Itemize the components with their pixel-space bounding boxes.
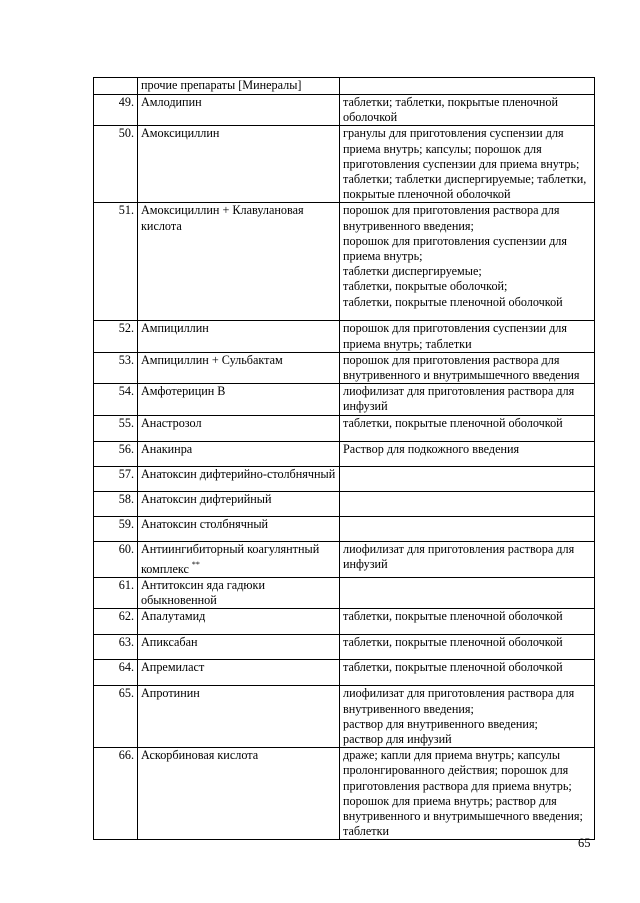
dosage-form-cell xyxy=(340,516,595,541)
drug-name: Антитоксин яда гадюки обыкновенной xyxy=(141,578,265,608)
footnote-mark: ** xyxy=(191,559,200,569)
drug-name-cell xyxy=(138,78,340,95)
table-row xyxy=(94,748,595,840)
dosage-form-cell xyxy=(340,78,595,95)
row-number: 60. xyxy=(94,541,138,577)
drug-name-cell xyxy=(138,203,340,321)
dosage-form-line: Раствор для подкожного введения xyxy=(343,441,520,456)
dosage-form-cell xyxy=(340,384,595,415)
row-number: 62. xyxy=(94,609,138,635)
row-number xyxy=(94,78,138,95)
drug-name-cell xyxy=(138,466,340,491)
dosage-form-line: порошок для приготовления раствора для внутривенного введения; xyxy=(343,203,560,233)
drug-name: Анастрозол xyxy=(141,415,202,430)
dosage-form-line: драже; капли для приема внутрь; капсулы пролонгированного действия; порошок для приготовления раствора для приема внутрь; порошок для приема внутрь; раствор для внутривенного и внутримышечного введения; таблетки xyxy=(343,748,583,839)
dosage-form-line: таблетки диспергируемые; xyxy=(343,264,482,279)
drug-name-cell xyxy=(138,415,340,441)
dosage-form-line: лиофилизат для приготовления раствора для инфузий xyxy=(343,541,575,571)
drug-name-cell xyxy=(138,748,340,840)
row-number: 63. xyxy=(94,635,138,660)
dosage-form-cell xyxy=(340,352,595,383)
table-row xyxy=(94,541,595,577)
dosage-form-line: таблетки; таблетки, покрытые пленочной оболочкой xyxy=(343,95,558,125)
dosage-form-line: таблетки, покрытые оболочкой; xyxy=(343,279,508,294)
table-row xyxy=(94,352,595,383)
table-row xyxy=(94,384,595,415)
drug-name-cell xyxy=(138,352,340,383)
dosage-form-cell xyxy=(340,415,595,441)
drug-name: прочие препараты [Минералы] xyxy=(141,78,302,92)
drug-list-body xyxy=(94,78,595,840)
drug-name-cell xyxy=(138,609,340,635)
row-number: 51. xyxy=(94,203,138,321)
row-number: 53. xyxy=(94,352,138,383)
dosage-form-line: таблетки, покрытые пленочной оболочкой xyxy=(343,415,563,430)
drug-name-cell xyxy=(138,321,340,352)
dosage-form-cell xyxy=(340,203,595,321)
row-number: 66. xyxy=(94,748,138,840)
row-number: 65. xyxy=(94,686,138,748)
dosage-form-cell xyxy=(340,748,595,840)
dosage-form-cell xyxy=(340,126,595,203)
page-number: 65 xyxy=(578,836,591,850)
dosage-form-cell xyxy=(340,491,595,516)
drug-name-cell xyxy=(138,126,340,203)
drug-name-cell xyxy=(138,578,340,609)
dosage-form-line: лиофилизат для приготовления раствора для инфузий xyxy=(343,384,575,414)
table-row xyxy=(94,321,595,352)
table-row xyxy=(94,609,595,635)
dosage-form-cell xyxy=(340,441,595,466)
dosage-form-line: раствор для внутривенного введения; xyxy=(343,716,538,731)
drug-name-cell xyxy=(138,491,340,516)
dosage-form-line: таблетки, покрытые пленочной оболочкой xyxy=(343,294,563,309)
dosage-form-cell xyxy=(340,609,595,635)
row-number: 50. xyxy=(94,126,138,203)
drug-name: Анатоксин столбнячный xyxy=(141,516,269,531)
drug-name: Амфотерицин В xyxy=(141,384,226,399)
drug-name: Ампициллин xyxy=(141,321,209,336)
drug-name: Апротинин xyxy=(141,686,200,701)
table-row xyxy=(94,466,595,491)
dosage-form-line: лиофилизат для приготовления раствора для внутривенного введения; xyxy=(343,686,575,716)
drug-name: Амоксициллин xyxy=(141,126,220,141)
table-row xyxy=(94,441,595,466)
row-number: 55. xyxy=(94,415,138,441)
dosage-form-cell xyxy=(340,578,595,609)
drug-name: Апремиласт xyxy=(141,660,205,675)
table-row xyxy=(94,686,595,748)
drug-name: Анатоксин дифтерийный xyxy=(141,491,272,506)
table-row xyxy=(94,203,595,321)
table-row xyxy=(94,578,595,609)
drug-list-table xyxy=(93,77,595,840)
drug-name: Ампициллин + Сульбактам xyxy=(141,352,283,367)
dosage-form-line: порошок для приготовления раствора для внутривенного и внутримышечного введения xyxy=(343,352,580,383)
dosage-form-cell xyxy=(340,321,595,352)
table-row xyxy=(94,78,595,95)
dosage-form-line: порошок для приготовления суспензии для приема внутрь; таблетки xyxy=(343,321,567,351)
row-number: 56. xyxy=(94,441,138,466)
drug-name-cell xyxy=(138,541,340,577)
dosage-form-line: таблетки, покрытые пленочной оболочкой xyxy=(343,660,563,675)
drug-name-cell xyxy=(138,441,340,466)
table-row xyxy=(94,95,595,126)
drug-name: Амоксициллин + Клавулановая кислота xyxy=(141,203,304,233)
row-number: 49. xyxy=(94,95,138,126)
drug-name: Амлодипин xyxy=(141,95,202,109)
drug-name: Антиингибиторный коагулянтный комплекс xyxy=(141,541,320,576)
drug-name-cell xyxy=(138,516,340,541)
table-row xyxy=(94,415,595,441)
dosage-form-line: раствор для инфузий xyxy=(343,732,452,747)
dosage-form-line: таблетки, покрытые пленочной оболочкой xyxy=(343,635,563,650)
row-number: 54. xyxy=(94,384,138,415)
row-number: 61. xyxy=(94,578,138,609)
drug-name: Апалутамид xyxy=(141,609,206,624)
drug-name: Апиксабан xyxy=(141,635,198,650)
dosage-form-cell xyxy=(340,541,595,577)
drug-name-cell xyxy=(138,635,340,660)
dosage-form-line: таблетки, покрытые пленочной оболочкой xyxy=(343,609,563,624)
drug-name: Анатоксин дифтерийно-столбнячный xyxy=(141,466,336,481)
dosage-form-cell xyxy=(340,466,595,491)
row-number: 64. xyxy=(94,660,138,686)
drug-name-cell xyxy=(138,384,340,415)
row-number: 58. xyxy=(94,491,138,516)
table-row xyxy=(94,491,595,516)
row-number: 52. xyxy=(94,321,138,352)
table-row xyxy=(94,516,595,541)
dosage-form-line: порошок для приготовления суспензии для приема внутрь; xyxy=(343,233,567,264)
dosage-form-cell xyxy=(340,686,595,748)
table-row xyxy=(94,660,595,686)
dosage-form-line: гранулы для приготовления суспензии для приема внутрь; капсулы; порошок для приготовления суспензии для приема внутрь; таблетки; таблетки диспергируемые; таблетки, покрытые пленочной оболочкой xyxy=(343,126,587,202)
dosage-form-cell xyxy=(340,95,595,126)
drug-name: Аскорбиновая кислота xyxy=(141,748,259,763)
drug-name-cell xyxy=(138,686,340,748)
drug-name-cell xyxy=(138,660,340,686)
table-row xyxy=(94,126,595,203)
drug-name: Анакинра xyxy=(141,441,193,456)
table-row xyxy=(94,635,595,660)
drug-name-cell xyxy=(138,95,340,126)
row-number: 59. xyxy=(94,516,138,541)
dosage-form-cell xyxy=(340,660,595,686)
row-number: 57. xyxy=(94,466,138,491)
dosage-form-cell xyxy=(340,635,595,660)
